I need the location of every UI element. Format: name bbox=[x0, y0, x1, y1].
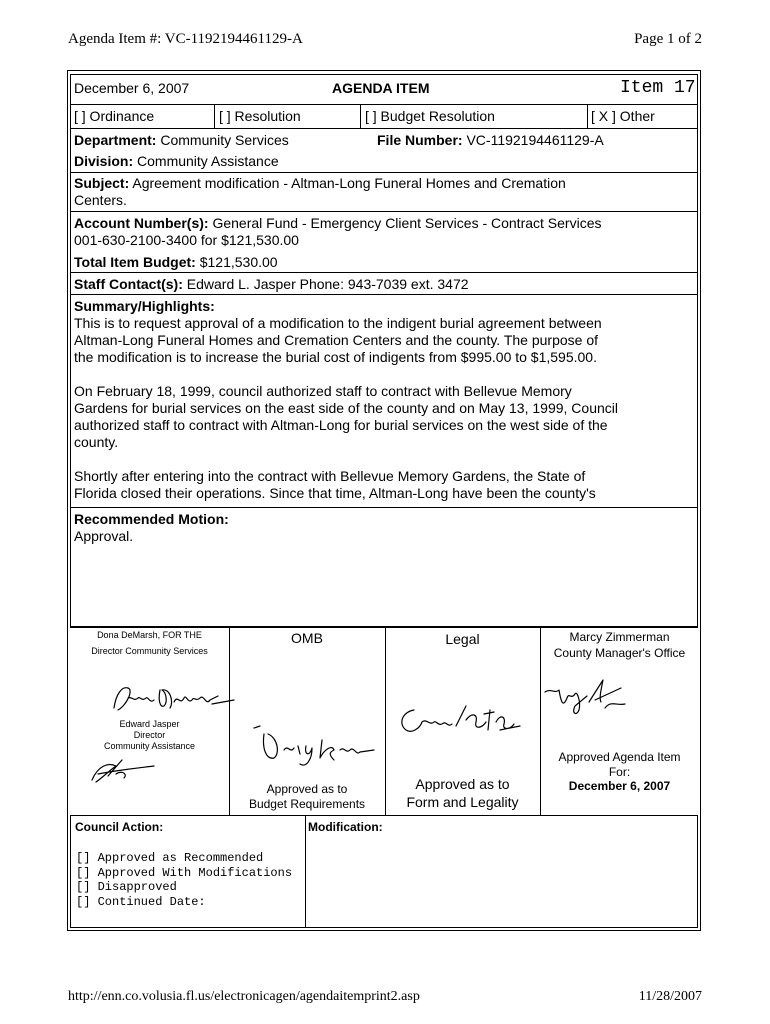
subject-block bbox=[74, 175, 694, 209]
summary-p3 bbox=[74, 468, 696, 502]
summary-block bbox=[74, 298, 696, 502]
budget-label: Total Item Budget: bbox=[74, 254, 196, 270]
summary-line: the modification is to increase the burial cost of indigents from $995.00 to $1,595.00. bbox=[74, 349, 597, 365]
omb-approval-1: Approved as to bbox=[266, 782, 348, 796]
legal-approval-1: Approved as to bbox=[415, 776, 510, 792]
subject-line-1 bbox=[74, 175, 694, 192]
footer-date: 11/28/2007 bbox=[638, 989, 702, 1004]
motion-block bbox=[74, 511, 694, 545]
legal-signature bbox=[396, 700, 526, 740]
file-number-row bbox=[377, 132, 695, 149]
agenda-title: AGENDA ITEM bbox=[332, 80, 430, 96]
file-number-label: File Number: bbox=[377, 132, 463, 148]
motion-value: Approval. bbox=[74, 528, 134, 544]
account-text-2: 001-630-2100-3400 for $121,530.00 bbox=[74, 232, 299, 248]
motion-label: Recommended Motion: bbox=[74, 511, 229, 527]
jasper-signature bbox=[88, 756, 158, 786]
staff-value: Edward L. Jasper Phone: 943-7039 ext. 3472 bbox=[186, 276, 469, 292]
summary-line: Shortly after entering into the contract with Bellevue Memory Gardens, the State of bbox=[74, 468, 586, 484]
division-label: Division: bbox=[74, 153, 134, 169]
omb-signature bbox=[250, 720, 380, 770]
department-value: Community Services bbox=[160, 132, 289, 148]
omb-approval-2: Budget Requirements bbox=[248, 797, 366, 811]
summary-line: authorized staff to contract with Altman-Long for burial services on the west side of the bbox=[74, 417, 608, 433]
subject-text-1: Agreement modification - Altman-Long Funeral Homes and Cremation bbox=[132, 175, 566, 191]
item-number: Item 17 bbox=[620, 78, 696, 98]
budget-value: $121,530.00 bbox=[199, 254, 278, 270]
budget-row bbox=[74, 254, 694, 271]
director-sub-name: Edward Jasper bbox=[119, 719, 180, 729]
summary-line: This is to request approval of a modification to the indigent burial agreement between bbox=[74, 315, 602, 331]
manager-office: County Manager's Office bbox=[553, 646, 686, 660]
division-row bbox=[74, 153, 574, 170]
type-other: [ X ] Other bbox=[591, 108, 655, 124]
staff-row bbox=[74, 276, 694, 293]
type-resolution: [ ] Resolution bbox=[219, 108, 301, 124]
summary-line: county. bbox=[74, 434, 119, 450]
legal-title: Legal bbox=[445, 631, 480, 647]
council-option: [] Approved With Modifications bbox=[76, 865, 293, 880]
legal-approval-2: Form and Legality bbox=[406, 794, 519, 810]
subject-label: Subject: bbox=[74, 175, 130, 191]
page-header-ref: Agenda Item #: VC-1192194461129-A bbox=[68, 31, 303, 47]
summary-line: Florida closed their operations. Since that time, Altman-Long have been the county's bbox=[74, 485, 596, 501]
director-line-2: Director Community Services bbox=[91, 646, 208, 656]
omb-title: OMB bbox=[291, 630, 323, 646]
council-option: [] Approved as Recommended bbox=[76, 851, 264, 865]
account-line-1 bbox=[74, 215, 694, 232]
council-action-label: Council Action: bbox=[75, 820, 164, 834]
summary-p1 bbox=[74, 315, 696, 366]
account-block bbox=[74, 215, 694, 249]
council-option: [] Continued Date: bbox=[76, 895, 206, 910]
division-value: Community Assistance bbox=[137, 153, 279, 169]
account-text-1: General Fund - Emergency Client Services - Contract Services bbox=[212, 215, 602, 231]
director-sub-title-1: Director bbox=[133, 730, 166, 740]
department-label: Department: bbox=[74, 132, 157, 148]
director-line-1: Dona DeMarsh, FOR THE bbox=[97, 630, 202, 640]
council-option: [] Disapproved bbox=[76, 880, 177, 895]
summary-p2 bbox=[74, 383, 696, 451]
director-sub-title-2: Community Assistance bbox=[103, 741, 196, 751]
account-label: Account Number(s): bbox=[74, 215, 209, 231]
type-ordinance: [ ] Ordinance bbox=[74, 108, 155, 124]
staff-label: Staff Contact(s): bbox=[74, 276, 183, 292]
subject-text-2: Centers. bbox=[74, 192, 127, 208]
type-budget-resolution: [ ] Budget Resolution bbox=[365, 108, 495, 124]
council-options bbox=[76, 851, 292, 910]
summary-label: Summary/Highlights: bbox=[74, 298, 215, 314]
modification-label: Modification: bbox=[308, 820, 383, 834]
manager-name: Marcy Zimmerman bbox=[569, 630, 670, 644]
manager-approved: Approved Agenda Item bbox=[558, 750, 681, 764]
summary-line: On February 18, 1999, council authorized staff to contract with Bellevue Memory bbox=[74, 383, 572, 399]
manager-date: December 6, 2007 bbox=[568, 779, 671, 793]
file-number-value: VC-1192194461129-A bbox=[466, 132, 604, 148]
page-number: Page 1 of 2 bbox=[634, 31, 702, 47]
manager-for: For: bbox=[608, 765, 631, 779]
footer-url: http://enn.co.volusia.fl.us/electronicagen/agendaitemprint2.asp bbox=[68, 989, 420, 1004]
agenda-date: December 6, 2007 bbox=[74, 80, 190, 96]
summary-line: Altman-Long Funeral Homes and Cremation Centers and the county. The purpose of bbox=[74, 332, 598, 348]
summary-line: Gardens for burial services on the east side of the county and on May 13, 1999, Council bbox=[74, 400, 618, 416]
director-signature bbox=[108, 680, 238, 720]
department-row bbox=[74, 132, 374, 149]
manager-signature bbox=[541, 678, 631, 718]
